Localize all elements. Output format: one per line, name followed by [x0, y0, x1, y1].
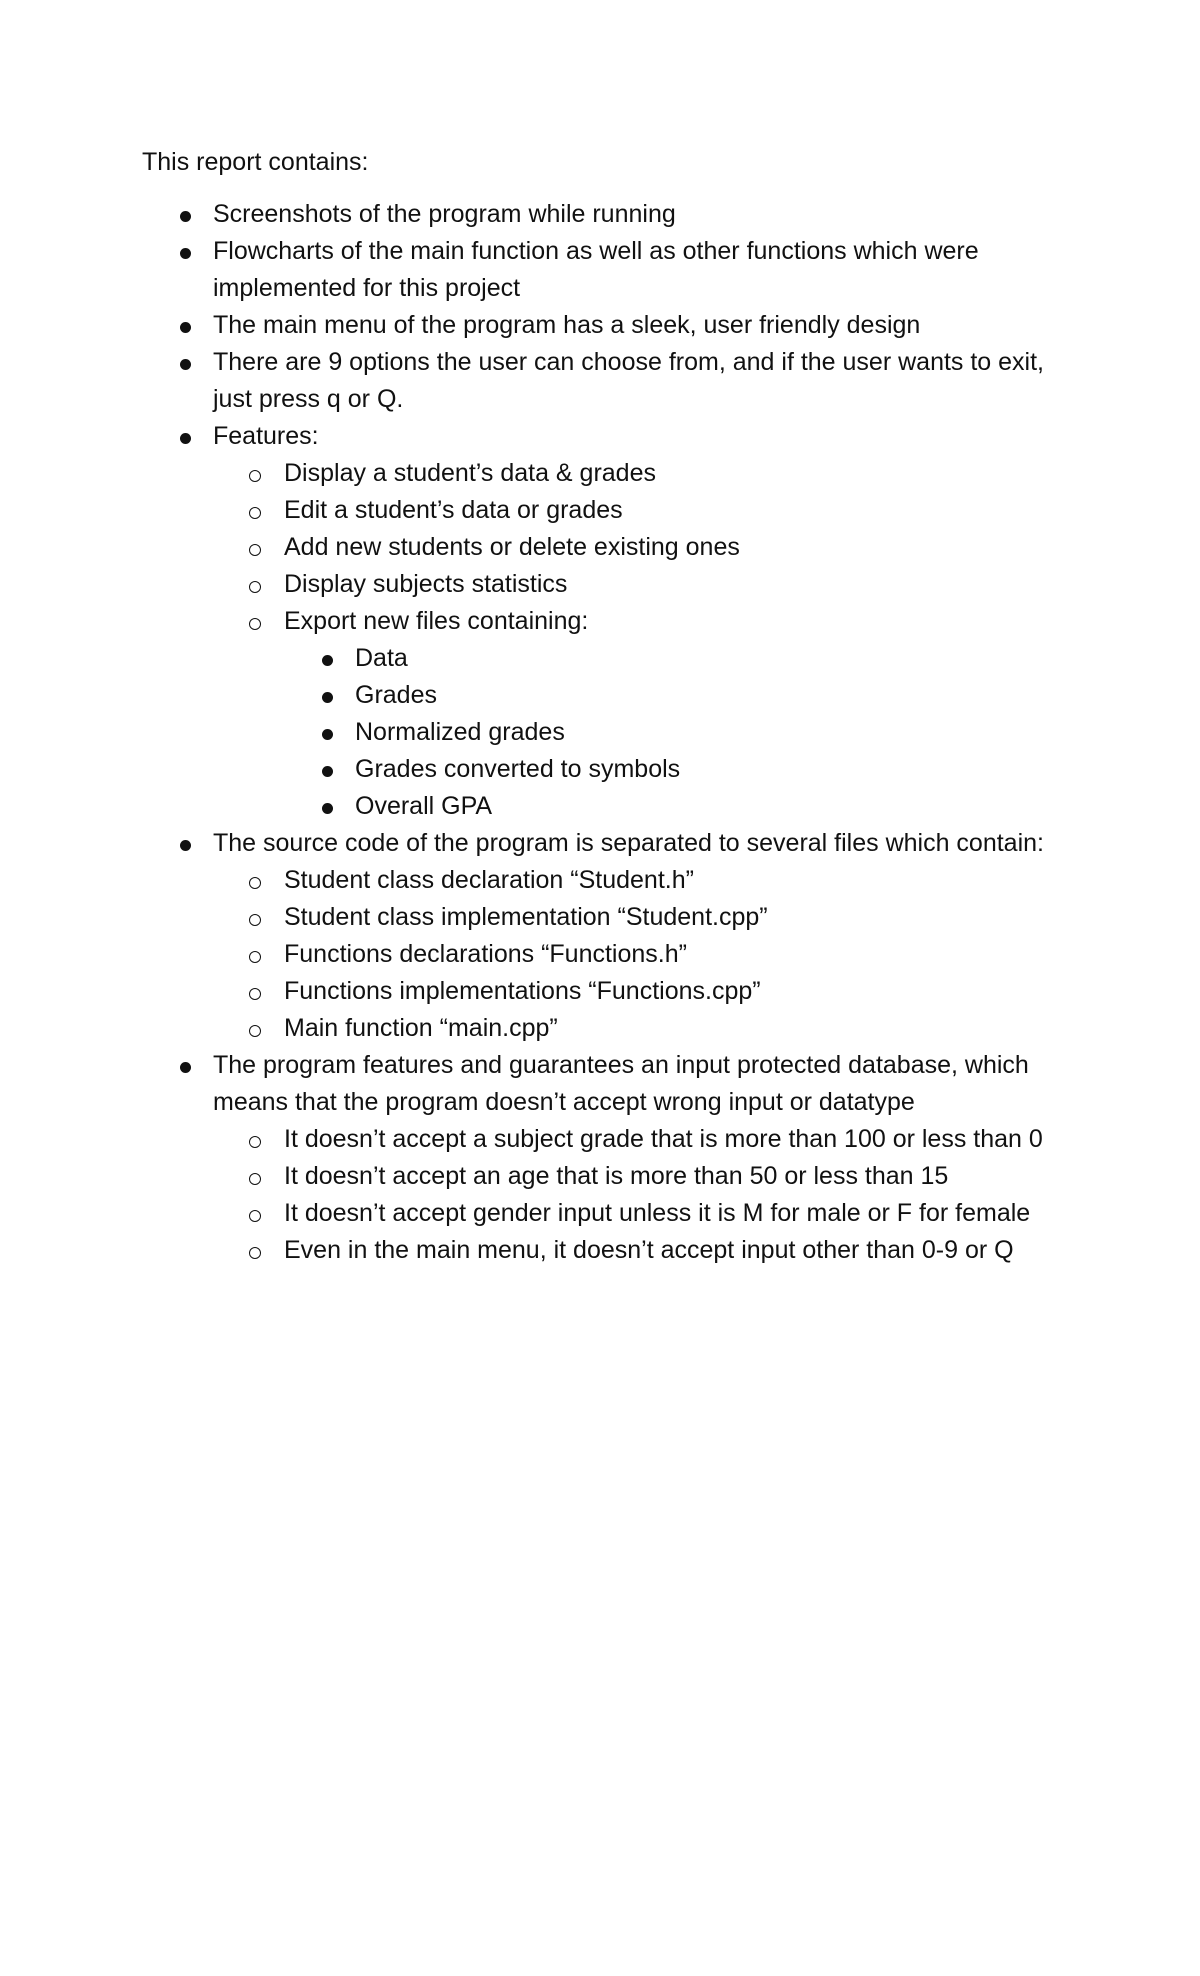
list-item — [213, 862, 1082, 899]
export-list — [284, 640, 1082, 825]
circle-bullet-icon — [249, 1136, 261, 1148]
list-item — [142, 344, 1082, 418]
list-item — [142, 825, 1082, 1047]
list-item-text: The program features and guarantees an input protected database, which means that the program doesn’t accept wrong input or datatype — [213, 1051, 1029, 1116]
circle-bullet-icon — [249, 877, 261, 889]
bullet-icon — [322, 766, 333, 777]
circle-bullet-icon — [249, 618, 261, 630]
list-item — [213, 1010, 1082, 1047]
list-item-text: Add new students or delete existing ones — [284, 533, 740, 561]
intro-text: This report contains: — [142, 148, 369, 176]
list-item-text: Even in the main menu, it doesn’t accept input other than 0-9 or Q — [284, 1236, 1014, 1264]
list-item-text: Grades — [355, 681, 437, 709]
list-item-text: Edit a student’s data or grades — [284, 496, 623, 524]
list-item — [284, 788, 1082, 825]
list-item — [142, 196, 1082, 233]
list-item — [213, 936, 1082, 973]
bullet-icon — [180, 840, 191, 851]
bullet-icon — [322, 655, 333, 666]
list-item — [142, 1047, 1082, 1269]
circle-bullet-icon — [249, 988, 261, 1000]
list-item-text: Display subjects statistics — [284, 570, 568, 598]
list-item — [142, 307, 1082, 344]
list-item-text: Functions implementations “Functions.cpp” — [284, 977, 761, 1005]
circle-bullet-icon — [249, 914, 261, 926]
circle-bullet-icon — [249, 1025, 261, 1037]
circle-bullet-icon — [249, 544, 261, 556]
bullet-icon — [322, 692, 333, 703]
circle-bullet-icon — [249, 1247, 261, 1259]
source-files-list — [213, 862, 1082, 1047]
circle-bullet-icon — [249, 507, 261, 519]
list-item — [213, 529, 1082, 566]
list-item — [213, 973, 1082, 1010]
circle-bullet-icon — [249, 951, 261, 963]
list-item — [284, 677, 1082, 714]
list-item-text: It doesn’t accept gender input unless it is M for male or F for female — [284, 1199, 1031, 1227]
list-item-text: Features: — [213, 422, 319, 450]
circle-bullet-icon — [249, 470, 261, 482]
list-item — [213, 1195, 1082, 1232]
list-item — [213, 603, 1082, 825]
list-item — [213, 1232, 1082, 1269]
bullet-icon — [322, 729, 333, 740]
list-item-text: The source code of the program is separated to several files which contain: — [213, 829, 1044, 857]
list-item-text: Grades converted to symbols — [355, 755, 681, 783]
list-item-text: Functions declarations “Functions.h” — [284, 940, 687, 968]
contents-list — [142, 196, 1082, 1269]
list-item-text: Main function “main.cpp” — [284, 1014, 558, 1042]
list-item-text: Display a student’s data & grades — [284, 459, 656, 487]
bullet-icon — [180, 359, 191, 370]
bullet-icon — [180, 322, 191, 333]
validation-list — [213, 1121, 1082, 1269]
list-item — [213, 1121, 1082, 1158]
circle-bullet-icon — [249, 1173, 261, 1185]
list-item — [284, 640, 1082, 677]
list-item — [213, 492, 1082, 529]
list-item-text: There are 9 options the user can choose from, and if the user wants to exit, just press q or Q. — [213, 348, 1045, 413]
list-item — [284, 714, 1082, 751]
list-item-text: It doesn’t accept an age that is more than 50 or less than 15 — [284, 1162, 949, 1190]
list-item-text: Export new files containing: — [284, 607, 589, 635]
report-content — [142, 144, 1082, 1269]
list-item-text: Screenshots of the program while running — [213, 200, 676, 228]
list-item-text: Data — [355, 644, 408, 672]
features-list — [213, 455, 1082, 825]
list-item-text: It doesn’t accept a subject grade that is more than 100 or less than 0 — [284, 1125, 1043, 1153]
list-item-text: Student class implementation “Student.cpp” — [284, 903, 768, 931]
bullet-icon — [180, 248, 191, 259]
list-item — [284, 751, 1082, 788]
list-item — [142, 418, 1082, 825]
list-item — [142, 233, 1082, 307]
list-item-text: Student class declaration “Student.h” — [284, 866, 694, 894]
list-item — [213, 1158, 1082, 1195]
list-item — [213, 566, 1082, 603]
bullet-icon — [180, 433, 191, 444]
list-item-text: Overall GPA — [355, 792, 493, 820]
circle-bullet-icon — [249, 581, 261, 593]
list-item-text: The main menu of the program has a sleek, user friendly design — [213, 311, 921, 339]
list-item-text: Normalized grades — [355, 718, 565, 746]
list-item — [213, 899, 1082, 936]
bullet-icon — [322, 803, 333, 814]
list-item — [213, 455, 1082, 492]
bullet-icon — [180, 211, 191, 222]
circle-bullet-icon — [249, 1210, 261, 1222]
list-item-text: Flowcharts of the main function as well as other functions which were implemented for this project — [213, 237, 979, 302]
bullet-icon — [180, 1062, 191, 1073]
